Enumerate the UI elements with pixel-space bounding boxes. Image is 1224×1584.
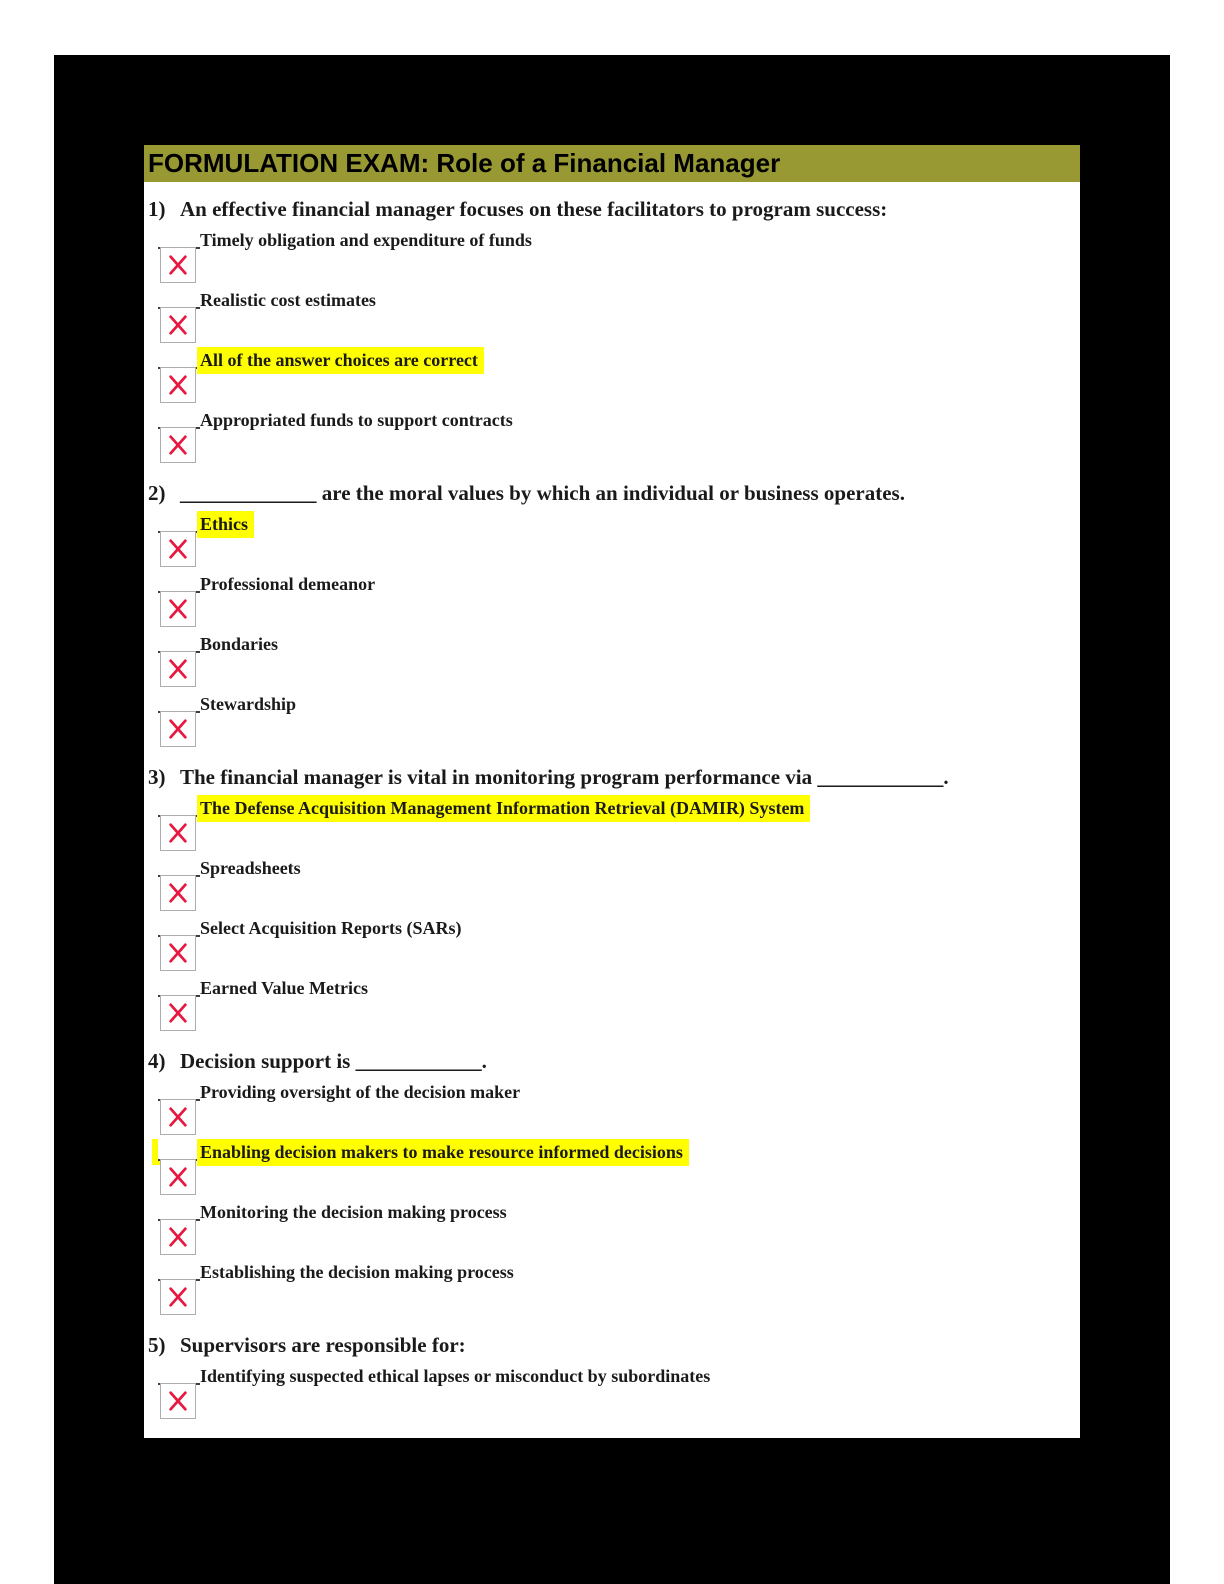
answer-label: Providing oversight of the decision maker xyxy=(200,1082,521,1102)
checkbox-connector-line xyxy=(158,347,200,369)
x-mark-icon xyxy=(167,821,189,845)
checkbox-connector-line xyxy=(158,631,200,653)
question-text: Supervisors are responsible for: xyxy=(180,1333,466,1357)
x-mark-icon xyxy=(167,313,189,337)
answer-label: Monitoring the decision making process xyxy=(200,1202,507,1222)
question-text: _____________ are the moral values by which an individual or business operates. xyxy=(180,481,905,505)
answer-option xyxy=(144,633,1080,693)
answer-checkbox[interactable] xyxy=(160,591,196,627)
question-number: 4) xyxy=(148,1049,166,1073)
question-header xyxy=(144,195,1080,223)
question-number: 5) xyxy=(148,1333,166,1357)
answer-label-highlighted: Enabling decision makers to make resource informed decisions xyxy=(197,1139,689,1166)
question-1 xyxy=(144,195,1080,469)
question-text: An effective financial manager focuses on these facilitators to program success: xyxy=(180,197,888,221)
question-4 xyxy=(144,1047,1080,1321)
answer-checkbox[interactable] xyxy=(160,1383,196,1419)
question-header xyxy=(144,1331,1080,1359)
answer-label: Appropriated funds to support contracts xyxy=(200,410,513,430)
question-header xyxy=(144,479,1080,507)
answer-checkbox[interactable] xyxy=(160,307,196,343)
answer-label-highlighted: Ethics xyxy=(197,511,254,538)
x-mark-icon xyxy=(167,1225,189,1249)
document-page xyxy=(144,145,1080,1438)
answer-option-correct xyxy=(144,797,1080,857)
answer-option xyxy=(144,1365,1080,1425)
x-mark-icon xyxy=(167,1285,189,1309)
checkbox-connector-line xyxy=(158,287,200,309)
question-text: The financial manager is vital in monitoring program performance via ____________. xyxy=(180,765,949,789)
answer-checkbox[interactable] xyxy=(160,651,196,687)
answer-option xyxy=(144,1261,1080,1321)
checkbox-connector-line xyxy=(158,795,200,817)
question-5 xyxy=(144,1331,1080,1425)
answer-option-correct xyxy=(144,1141,1080,1201)
checkbox-connector-line xyxy=(158,571,200,593)
answer-label: Spreadsheets xyxy=(200,858,301,878)
question-text: Decision support is ____________. xyxy=(180,1049,487,1073)
answer-option xyxy=(144,409,1080,469)
x-mark-icon xyxy=(167,597,189,621)
x-mark-icon xyxy=(167,941,189,965)
checkbox-connector-line xyxy=(158,511,200,533)
question-3 xyxy=(144,763,1080,1037)
exam-title: FORMULATION EXAM: Role of a Financial Manager xyxy=(148,148,781,178)
answer-checkbox[interactable] xyxy=(160,1099,196,1135)
x-mark-icon xyxy=(167,433,189,457)
answer-option xyxy=(144,977,1080,1037)
answer-option xyxy=(144,229,1080,289)
x-mark-icon xyxy=(167,881,189,905)
x-mark-icon xyxy=(167,717,189,741)
answer-label-highlighted: All of the answer choices are correct xyxy=(197,347,484,374)
checkbox-connector-line xyxy=(158,407,200,429)
answer-option xyxy=(144,693,1080,753)
exam-title-bar xyxy=(144,145,1080,182)
answer-option-correct xyxy=(144,349,1080,409)
answer-option xyxy=(144,1081,1080,1141)
answer-option xyxy=(144,573,1080,633)
answer-checkbox[interactable] xyxy=(160,1159,196,1195)
checkbox-connector-line xyxy=(158,915,200,937)
question-number: 2) xyxy=(148,481,166,505)
answer-option xyxy=(144,1201,1080,1261)
answer-option-correct xyxy=(144,513,1080,573)
checkbox-connector-line xyxy=(158,975,200,997)
question-2 xyxy=(144,479,1080,753)
exam-content xyxy=(144,182,1080,1425)
x-mark-icon xyxy=(167,1389,189,1413)
answer-label: Establishing the decision making process xyxy=(200,1262,514,1282)
question-number: 3) xyxy=(148,765,166,789)
answer-checkbox[interactable] xyxy=(160,995,196,1031)
answer-label: Select Acquisition Reports (SARs) xyxy=(200,918,462,938)
answer-checkbox[interactable] xyxy=(160,711,196,747)
answer-checkbox[interactable] xyxy=(160,815,196,851)
checkbox-connector-line xyxy=(158,1259,200,1281)
x-mark-icon xyxy=(167,657,189,681)
checkbox-connector-line xyxy=(158,227,200,249)
answer-label: Earned Value Metrics xyxy=(200,978,368,998)
answer-checkbox[interactable] xyxy=(160,367,196,403)
answer-checkbox[interactable] xyxy=(160,935,196,971)
answer-checkbox[interactable] xyxy=(160,427,196,463)
checkbox-connector-line xyxy=(158,855,200,877)
question-header xyxy=(144,1047,1080,1075)
answer-label: Bondaries xyxy=(200,634,279,654)
checkbox-connector-line xyxy=(158,1363,200,1385)
checkbox-connector-line xyxy=(158,1199,200,1221)
answer-option xyxy=(144,289,1080,349)
answer-checkbox[interactable] xyxy=(160,875,196,911)
x-mark-icon xyxy=(167,537,189,561)
checkbox-connector-line xyxy=(158,691,200,713)
x-mark-icon xyxy=(167,1001,189,1025)
answer-label-highlighted: The Defense Acquisition Management Information Retrieval (DAMIR) System xyxy=(197,795,810,822)
answer-checkbox[interactable] xyxy=(160,247,196,283)
question-number: 1) xyxy=(148,197,166,221)
checkbox-connector-line xyxy=(158,1079,200,1101)
x-mark-icon xyxy=(167,1165,189,1189)
x-mark-icon xyxy=(167,253,189,277)
answer-option xyxy=(144,917,1080,977)
answer-label: Timely obligation and expenditure of funds xyxy=(200,230,532,250)
answer-option xyxy=(144,857,1080,917)
question-header xyxy=(144,763,1080,791)
answer-label: Realistic cost estimates xyxy=(200,290,376,310)
x-mark-icon xyxy=(167,373,189,397)
x-mark-icon xyxy=(167,1105,189,1129)
answer-checkbox[interactable] xyxy=(160,1279,196,1315)
answer-checkbox[interactable] xyxy=(160,531,196,567)
answer-label: Stewardship xyxy=(200,694,297,714)
answer-label: Professional demeanor xyxy=(200,574,376,594)
answer-checkbox[interactable] xyxy=(160,1219,196,1255)
answer-label: Identifying suspected ethical lapses or misconduct by subordinates xyxy=(200,1366,711,1386)
checkbox-connector-line xyxy=(158,1139,200,1161)
